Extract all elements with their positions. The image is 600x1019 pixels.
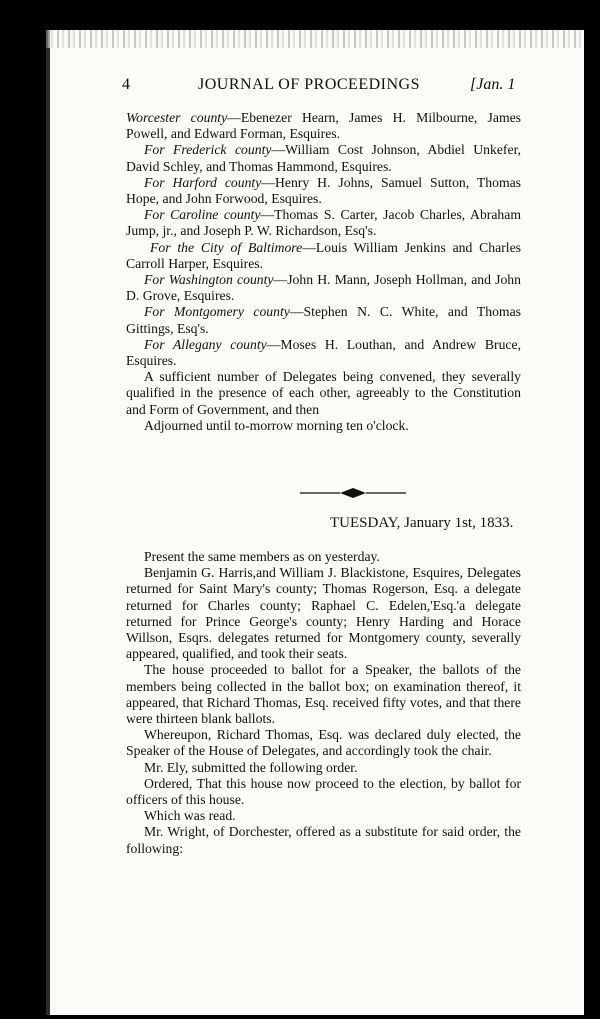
paragraph-ely-order: Mr. Ely, submitted the following order. [144,759,358,775]
paragraph-wright-substitute: Mr. Wright, of Dorchester, offered as a substitute for said order, the following: [126,824,521,856]
paragraph-ordered: Ordered, That this house now proceed to the election, by ballot for officers of this house. [126,775,521,808]
paragraph-allegany: For Allegany county—Moses H. Louthan, and Andrew Bruce, Esquires. [126,336,521,369]
county-name: For the City of Baltimore [150,239,303,255]
county-name: For Frederick county [144,142,272,158]
county-name: For Montgomery county [144,304,290,320]
page-torn-edge [46,30,584,48]
county-name: For Washington county [144,272,274,288]
county-name: For Allegany county [144,336,267,352]
header-date: [Jan. 1 [470,76,516,93]
page-binding-edge [46,30,50,1015]
paragraph-qualified: A sufficient number of Delegates being convened, they severally qualified in the presence of each other, agreeably to the Constitution and Form of Government, and then [126,369,521,417]
paragraph-harford: For Harford county—Henry H. Johns, Samuel Sutton, Thomas Hope, and John Forwood, Esquires. [126,174,521,207]
county-name: For Harford county [144,174,262,190]
tuesday-section [126,549,521,857]
county-name: For Caroline county [144,207,261,223]
ornament-divider-icon [300,486,406,500]
county-name: Worcester county [126,110,228,125]
paragraph-speaker-elected: Whereupon, Richard Thomas, Esq. was declared duly elected, the Speaker of the House of Delegates, and accordingly took the chair. [126,727,521,759]
paragraph-caroline: For Caroline county—Thomas S. Carter, Jacob Charles, Abraham Jump, jr., and Joseph P. W. Richardson, Esq's. [126,207,521,239]
paragraph-present: Present the same members as on yesterday. [144,549,380,564]
paragraph-montgomery: For Montgomery county—Stephen N. C. White, and Thomas Gittings, Esq's. [126,304,521,336]
paragraph-washington: For Washington county—John H. Mann, Joseph Hollman, and John D. Grove, Esquires. [126,272,521,304]
page-number: 4 [122,76,130,93]
section-heading-date: TUESDAY, January 1st, 1833. [330,515,514,531]
paragraph-baltimore: For the City of Baltimore—Louis William Jenkins and Charles Carroll Harper, Esquires. [126,239,521,271]
journal-title: JOURNAL OF PROCEEDINGS [198,76,420,93]
paragraph-read: Which was read. [144,808,236,824]
paragraph-adjourned: Adjourned until to-morrow morning ten o'clock. [144,417,409,433]
paragraph-worcester: Worcester county—Ebenezer Hearn, James H. Milbourne, James Powell, and Edward Forman, Esquires. [126,110,521,142]
paragraph-ballot: The house proceeded to ballot for a Speaker, the ballots of the members being collected in the ballot box; on examination thereof, it appeared, that Richard Thomas, Esq. received fifty votes, and that there were thirteen blank ballots. [126,662,521,727]
paragraph-frederick: For Frederick county—William Cost Johnson, Abdiel Unkefer, David Schley, and Thomas Hammond, Esquires. [126,142,521,174]
delegates-section [126,110,521,434]
paragraph-delegates-returned: Benjamin G. Harris,and William J. Blackistone, Esquires, Delegates returned for Saint Mary's county; Thomas Rogerson, Esq. a delegate returned for Charles county; Raphael C. Edelen,'Esq.'a delegate returned for Prince George's county; Henry Harding and Horace Willson, Esqrs. delegates returned for Montgomery county, severally appeared, qualified, and took their seats. [126,565,521,662]
